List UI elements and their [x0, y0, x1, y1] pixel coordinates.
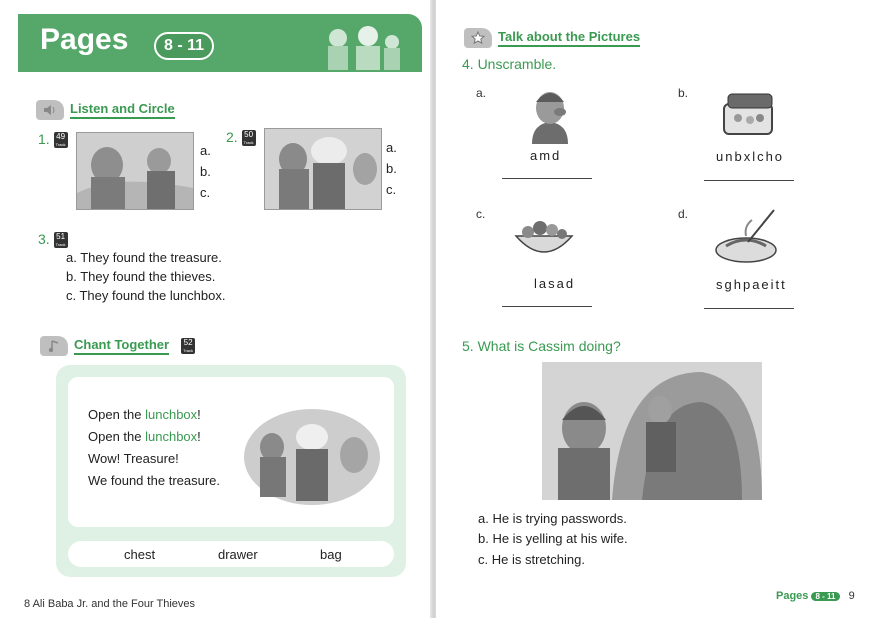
- talk-pictures-heading: Talk about the Pictures: [498, 29, 640, 47]
- question-1: [38, 131, 68, 148]
- chant-text: Open the: [88, 407, 146, 422]
- q1-option-b[interactable]: b.: [200, 164, 211, 179]
- book-title: Ali Baba Jr. and the Four Thieves: [32, 598, 196, 610]
- footer-pages-label: Pages: [776, 590, 809, 602]
- q5-title: 5. What is Cassim doing?: [462, 338, 621, 354]
- chant-line-1: [88, 407, 201, 422]
- salad-image: [512, 214, 576, 264]
- q4-item-c-blank[interactable]: [502, 306, 592, 307]
- chant-text: We found the treasure.: [88, 473, 221, 488]
- chant-line-2: [88, 429, 201, 444]
- speaker-icon: [36, 100, 64, 120]
- track-word: Track: [243, 140, 254, 146]
- music-note-icon: [40, 336, 68, 356]
- q4-item-d-blank[interactable]: [704, 308, 794, 309]
- listen-circle-header: [36, 100, 175, 120]
- track-49-badge[interactable]: [54, 132, 68, 148]
- q2-option-a[interactable]: a.: [386, 140, 397, 155]
- track-52-badge[interactable]: [181, 338, 195, 354]
- star-icon: [464, 28, 492, 48]
- question-3: [38, 231, 68, 248]
- track-word: Track: [55, 142, 66, 148]
- question-3-number: 3.: [38, 231, 50, 247]
- q4-item-c-letter: c.: [476, 207, 486, 221]
- chant-together-heading: Chant Together: [74, 337, 169, 355]
- chant-highlight: lunchbox: [145, 429, 198, 444]
- q4-item-d-letter: d.: [678, 207, 689, 221]
- q4-item-a-blank[interactable]: [502, 178, 592, 179]
- q4-title: 4. Unscramble.: [462, 56, 557, 72]
- chant-line-3: [88, 451, 179, 466]
- chant-box: [56, 365, 406, 577]
- cassim-cave-image: [542, 362, 762, 500]
- track-number: 51: [56, 232, 66, 242]
- left-page: [0, 0, 432, 618]
- chant-line-4: [88, 473, 220, 488]
- question-1-number: 1.: [38, 131, 50, 147]
- track-word: Track: [183, 348, 194, 353]
- q4-item-c-word: lasad: [534, 276, 576, 291]
- banner-title: Pages: [40, 23, 129, 56]
- q3-option-c[interactable]: c. They found the lunchbox.: [66, 288, 226, 303]
- q5-option-b[interactable]: b. He is yelling at his wife.: [478, 531, 628, 546]
- q3-option-b[interactable]: b. They found the thieves.: [66, 269, 216, 284]
- question-2-image: [264, 128, 382, 210]
- chant-together-header: [40, 336, 195, 356]
- right-page: [436, 0, 870, 618]
- q4-item-d-word: sghpaeitt: [716, 277, 787, 292]
- q2-option-c[interactable]: c.: [386, 182, 397, 197]
- listen-circle-heading: Listen and Circle: [70, 101, 175, 119]
- track-number: 52: [183, 338, 193, 347]
- question-2: [226, 129, 256, 146]
- spaghetti-image: [712, 206, 784, 266]
- q3-option-a[interactable]: a. They found the treasure.: [66, 250, 222, 265]
- chant-text: Wow! Treasure!: [88, 451, 179, 466]
- track-word: Track: [55, 242, 66, 248]
- q5-option-a[interactable]: a. He is trying passwords.: [478, 511, 627, 526]
- chant-text: !: [197, 407, 201, 422]
- q4-item-a-word: amd: [530, 148, 562, 163]
- question-2-number: 2.: [226, 129, 238, 145]
- word-drawer[interactable]: drawer: [218, 547, 258, 562]
- chant-word-bank: [68, 541, 394, 567]
- q1-option-a[interactable]: a.: [200, 143, 211, 158]
- dad-image: [522, 84, 578, 144]
- q5-option-c[interactable]: c. He is stretching.: [478, 552, 585, 567]
- footer-page-range: 8 - 11: [811, 592, 839, 601]
- lunchbox-image: [718, 90, 778, 140]
- chant-illustration: [242, 407, 382, 507]
- chant-text: Open the: [88, 429, 146, 444]
- track-number: 49: [56, 132, 66, 142]
- track-number: 50: [244, 130, 254, 140]
- track-51-badge[interactable]: [54, 232, 68, 248]
- question-1-image: [76, 132, 194, 210]
- banner-page-range: 8 - 11: [154, 32, 214, 60]
- q2-option-b[interactable]: b.: [386, 161, 397, 176]
- characters-illustration: [308, 20, 408, 70]
- q4-item-b-word: unbxlcho: [716, 149, 785, 164]
- left-page-number: 8: [24, 598, 31, 610]
- chant-text-area: [68, 377, 394, 527]
- q4-item-a-letter: a.: [476, 86, 487, 100]
- chant-text: !: [197, 429, 201, 444]
- word-chest[interactable]: chest: [124, 547, 156, 562]
- q1-option-c[interactable]: c.: [200, 185, 211, 200]
- right-footer: [776, 590, 855, 602]
- q4-item-b-blank[interactable]: [704, 180, 794, 181]
- pages-banner: [18, 14, 422, 72]
- talk-pictures-header: [464, 28, 640, 48]
- left-footer: [24, 598, 195, 610]
- q4-item-b-letter: b.: [678, 86, 689, 100]
- right-page-number: 9: [848, 590, 855, 602]
- track-50-badge[interactable]: [242, 130, 256, 146]
- word-bag[interactable]: bag: [320, 547, 342, 562]
- chant-highlight: lunchbox: [145, 407, 198, 422]
